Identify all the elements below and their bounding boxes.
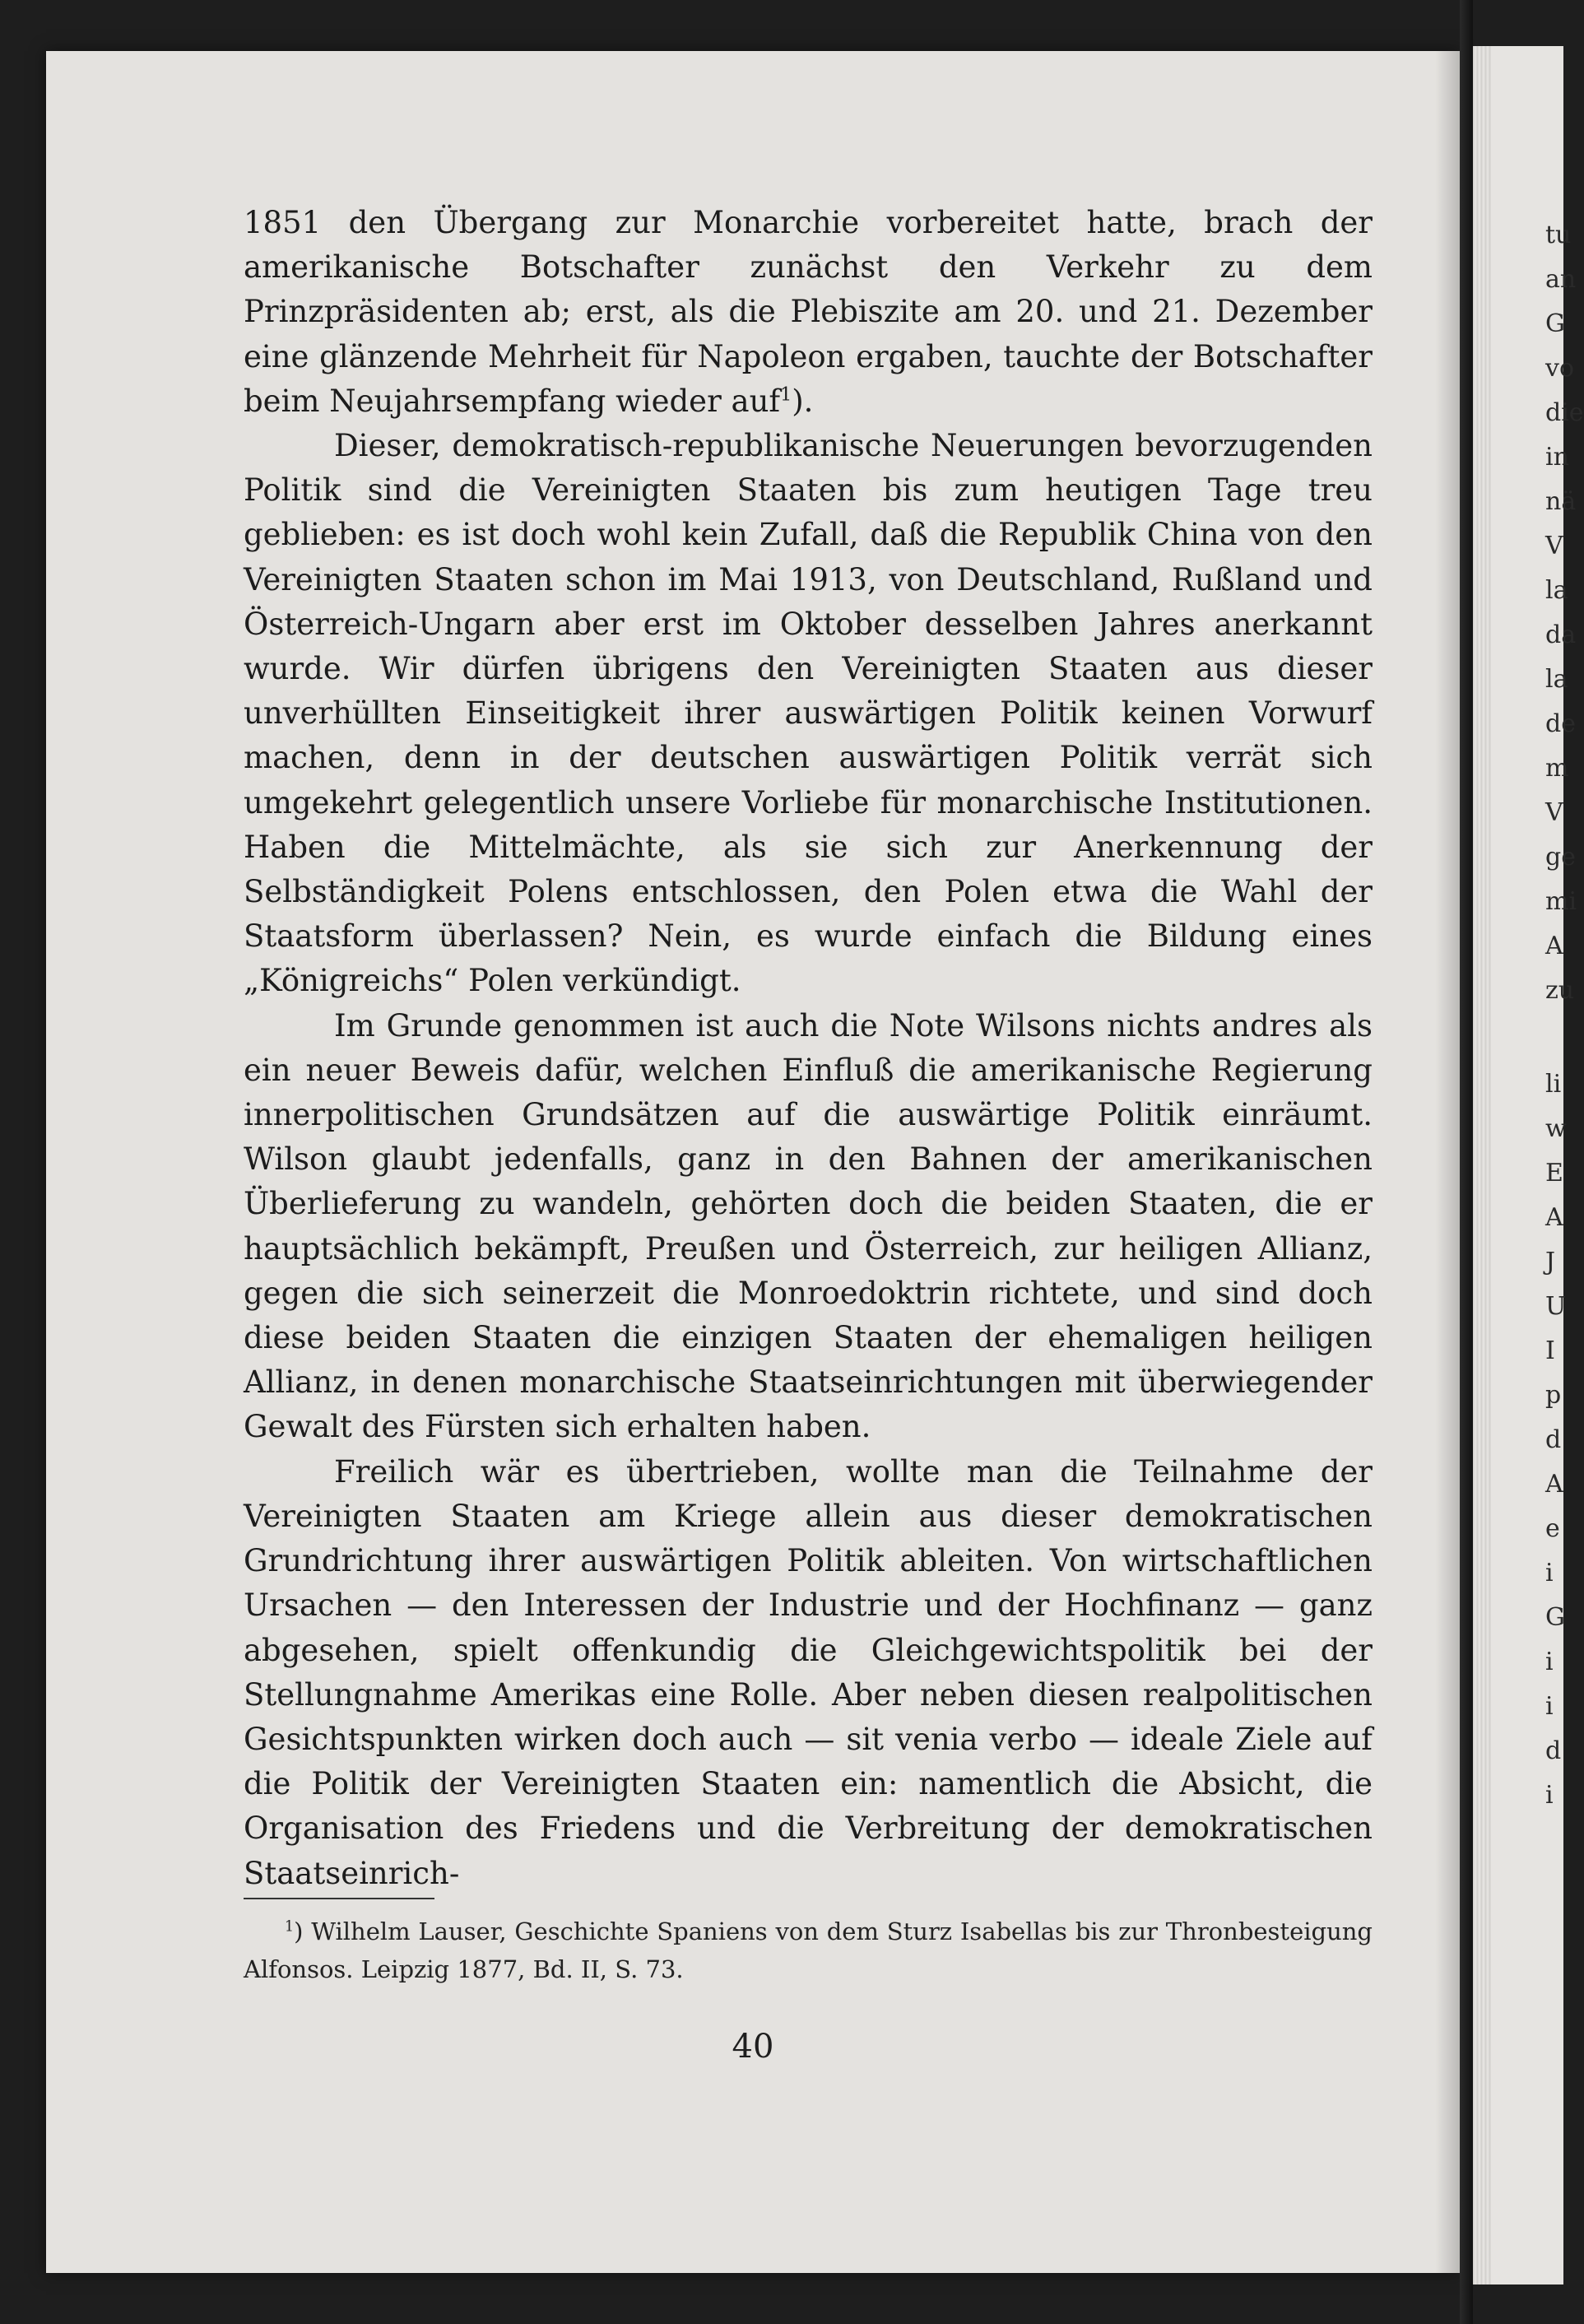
paragraph-1-tail: ). <box>792 383 814 419</box>
next-page-fragment: J <box>1545 1248 1556 1276</box>
next-page-fragment: i <box>1545 1559 1554 1587</box>
next-page-fragment: A <box>1545 1203 1563 1232</box>
next-page-fragment: m <box>1545 754 1569 783</box>
next-page-fragment: V <box>1545 798 1563 827</box>
main-text <box>244 201 1373 1896</box>
next-page-fragment: i <box>1545 1692 1554 1721</box>
next-page-fragment: d <box>1545 1425 1562 1454</box>
footnote <box>244 1913 1373 1988</box>
next-page-fragment: zu <box>1545 976 1575 1005</box>
footnote-text: Wilhelm Lauser, Geschichte Spaniens von dem Sturz Isabellas bis zur Thronbesteigung Alfonsos. Leipzig 1877, Bd. II, S. 73. <box>244 1917 1373 1983</box>
footnote-separator <box>244 1898 434 1899</box>
page-edge-lines <box>1473 46 1491 2284</box>
next-page-fragment: I <box>1545 1336 1555 1365</box>
next-page-fragment: tu <box>1545 221 1572 249</box>
next-page-fragment: e <box>1545 1514 1560 1543</box>
next-page-fragment: G <box>1545 1603 1565 1632</box>
next-page-fragment: la <box>1545 576 1568 605</box>
next-page-fragment: li <box>1545 1070 1562 1099</box>
next-page-fragment: de <box>1545 709 1576 738</box>
book-gutter <box>1460 0 1473 2324</box>
next-page-fragment: A <box>1545 932 1563 960</box>
next-page-fragment: p <box>1545 1381 1562 1410</box>
next-page-fragment: V <box>1545 532 1563 560</box>
next-page-fragment: in <box>1545 443 1569 472</box>
next-page-edge <box>1473 46 1584 2284</box>
paragraph-1 <box>244 201 1373 424</box>
footnote-mark: $^1$) <box>285 1917 304 1945</box>
next-page-fragment: ge <box>1545 843 1576 872</box>
next-page-fragment: da <box>1545 621 1577 649</box>
page-gutter-shadow <box>1435 51 1460 2273</box>
footnote-number: 1 <box>285 1918 295 1936</box>
next-page-fragment: i <box>1545 1781 1554 1810</box>
paragraph-1-text: 1851 den Übergang zur Monarchie vorbereitet hatte, brach der amerikanische Botschafter zunächst den Verkehr zu dem Prinzpräsidenten ab; erst, als die Plebiszite am 20. und 21. Dezember eine glänzende Mehrheit für Napoleon ergaben, tauchte der Botschafter beim Neujahrsempfang wieder auf <box>244 205 1373 419</box>
footnote-reference: 1 <box>780 383 792 406</box>
next-page-fragment: A <box>1545 1470 1563 1499</box>
next-page-fragment: la <box>1545 665 1568 694</box>
next-page-fragment: mi <box>1545 887 1577 916</box>
paragraph-3: Im Grunde genommen ist auch die Note Wilsons nichts andres als ein neuer Beweis dafür, welchen Einfluß die amerikanische Regierung innerpolitischen Grundsätzen auf die auswärtige Politik einräumt. Wilson glaubt jedenfalls, ganz in den Bahnen der amerikanischen Überlieferung zu wandeln, gehörten doch die beiden Staaten, die er hauptsächlich bekämpft, Preußen und Österreich, zur heiligen Allianz, gegen die sich seinerzeit die Monroedoktrin richtete, und sind doch diese beiden Staaten die einzigen Staaten der ehemaligen heiligen Allianz, in denen monarchische Staatseinrichtungen mit überwiegender Gewalt des Fürsten sich erhalten haben. <box>244 1007 1373 1445</box>
next-page-fragment: U <box>1545 1292 1567 1321</box>
next-page-fragment: an <box>1545 265 1577 294</box>
next-page-fragment: G <box>1545 309 1565 338</box>
next-page-fragment: E <box>1545 1159 1563 1188</box>
next-page-fragment: i <box>1545 1648 1554 1676</box>
page-number: 40 <box>732 2028 774 2066</box>
next-page-fragment: vo <box>1545 354 1575 383</box>
paragraph-4: Freilich wär es übertrieben, wollte man die Teilnahme der Vereinigten Staaten am Kriege allein aus dieser demokratischen Grundrichtung ihrer auswärtigen Politik ableiten. Von wirtschaftlichen Ursachen — den Interessen der Industrie und der Hochfinanz — ganz abgesehen, spielt offenkundig die Gleichgewichtspolitik bei der Stellungnahme Amerikas eine Rolle. Aber neben diesen realpolitischen Gesichtspunkten wirken doch auch — sit venia verbo — ideale Ziele auf die Politik der Vereinigten Staaten ein: namentlich die Absicht, die Organisation des Friedens und die Verbreitung der demokratischen Staatseinrich- <box>244 1453 1373 1891</box>
book-page <box>46 51 1460 2273</box>
paragraph-2: Dieser, demokratisch-republikanische Neuerungen bevorzugenden Politik sind die Vereinigten Staaten bis zum heutigen Tage treu geblieben: es ist doch wohl kein Zufall, daß die Republik China von den Vereinigten Staaten schon im Mai 1913, von Deutschland, Rußland und Österreich-Ungarn aber erst im Oktober desselben Jahres anerkannt wurde. Wir dürfen übrigens den Vereinigten Staaten aus dieser unverhüllten Einseitigkeit ihrer auswärtigen Politik keinen Vorwurf machen, denn in der deutschen auswärtigen Politik verrät sich umgekehrt gelegentlich unsere Vorliebe für monarchische Institutionen. Haben die Mittelmächte, als sie sich zur Anerkennung der Selbständigkeit Polens entschlossen, den Polen etwa die Wahl der Staatsform überlassen? Nein, es wurde einfach die Bildung eines „Königreichs“ Polen verkündigt. <box>244 428 1373 999</box>
next-page-fragment: die <box>1545 398 1584 427</box>
next-page-fragment: nä <box>1545 487 1577 516</box>
next-page-fragment: w <box>1545 1114 1567 1143</box>
next-page-fragment: d <box>1545 1736 1562 1765</box>
